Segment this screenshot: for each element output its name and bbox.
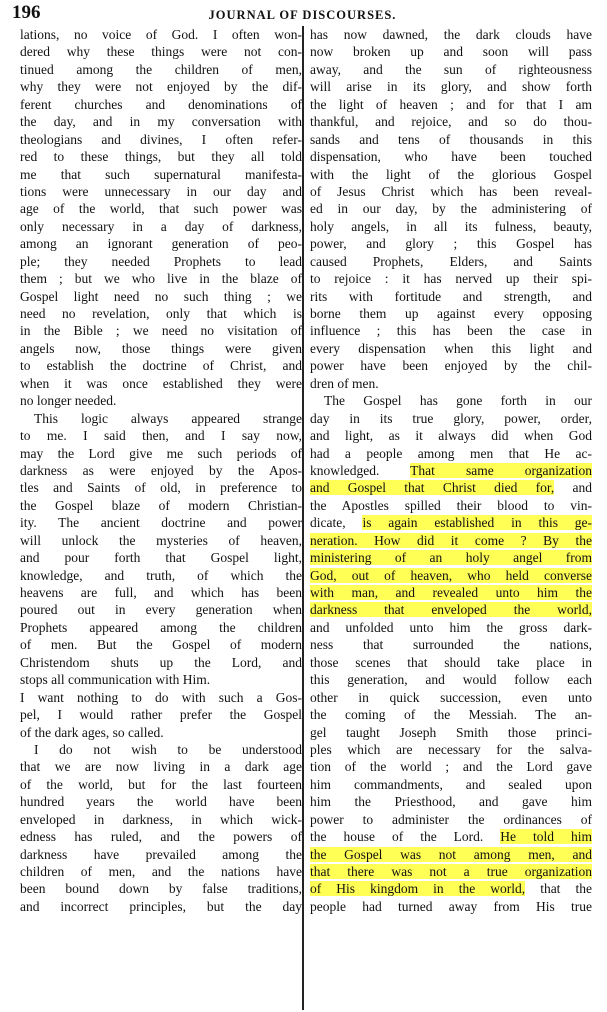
highlighted-text: with man, and revealed unto him the (310, 585, 592, 600)
text-line (20, 61, 302, 78)
text-segment: dren of men. (310, 375, 379, 391)
text-segment: may the Lord give me such periods of (20, 445, 302, 461)
text-line (310, 828, 592, 845)
text-line (310, 880, 592, 897)
text-segment: poured out in every generation when (20, 602, 302, 618)
text-line (310, 427, 592, 444)
highlighted-text: of His kingdom in the world, (310, 881, 526, 897)
text-line (310, 270, 592, 287)
text-line (310, 43, 592, 60)
text-line (310, 462, 592, 479)
text-segment: of men. But the Gospel of modern (20, 637, 302, 653)
left-column (20, 26, 302, 915)
highlighted-text: and Gospel that Christ died for, (310, 480, 555, 496)
text-line (20, 410, 302, 427)
text-line (310, 601, 592, 618)
text-line (20, 741, 302, 758)
text-line (20, 270, 302, 287)
text-line (20, 131, 302, 148)
text-line (20, 793, 302, 810)
text-line (310, 532, 592, 549)
text-segment: ed in our day, by the administering of (310, 201, 592, 217)
text-line (20, 584, 302, 601)
text-line (20, 148, 302, 165)
text-segment: me that such supernatural manifesta- (20, 166, 302, 182)
text-segment: tinued among the children of men, (20, 61, 302, 77)
text-line (20, 567, 302, 584)
text-segment: has now dawned, the dark clouds have (310, 27, 592, 42)
text-line (20, 689, 302, 706)
text-segment: children of men, and the nations have (20, 864, 302, 879)
text-segment: lations, no voice of God. I often won- (20, 27, 302, 42)
text-segment: stops all communication with Him. (20, 672, 211, 688)
text-segment: heavens are full, and which has been (20, 585, 302, 600)
text-segment: power have been enjoyed by the chil- (310, 358, 592, 374)
text-line (20, 898, 302, 915)
text-segment: will arise in its glory, and show forth (310, 79, 592, 95)
text-segment: knowledge, and truth, of which the (20, 567, 302, 583)
text-line (20, 392, 302, 409)
text-segment: ness that surrounded the nations, (310, 637, 592, 653)
text-line (20, 375, 302, 392)
text-line (20, 811, 302, 828)
text-line (20, 654, 302, 671)
highlighted-text: darkness that enveloped the world, (310, 602, 592, 618)
text-segment: caused Prophets, Elders, and Saints (310, 253, 592, 269)
text-segment: darkness have prevailed among the (20, 846, 302, 862)
text-segment: when it was once established they were (20, 375, 302, 391)
text-segment: those scenes that should take place in (310, 654, 592, 670)
text-segment: tions were unnecessary in our day and (20, 183, 302, 199)
highlighted-text: ministering of an holy angel from (310, 550, 592, 566)
column-divider (302, 26, 304, 1010)
text-line (310, 671, 592, 688)
text-line (310, 218, 592, 235)
text-segment: of the dark ages, so called. (20, 724, 164, 740)
text-line (20, 357, 302, 374)
text-line (20, 479, 302, 496)
text-line (20, 724, 302, 741)
text-line (20, 462, 302, 479)
text-line (20, 514, 302, 531)
text-segment: that the (525, 881, 592, 897)
text-segment: ples which are necessary for the salva- (310, 741, 592, 757)
text-line (310, 724, 592, 741)
text-line (310, 549, 592, 566)
text-line (20, 549, 302, 566)
text-segment: in the Bible ; we need no visitation of (20, 323, 302, 339)
text-segment: and (554, 480, 592, 496)
text-segment: had a people among men that He ac- (310, 445, 592, 461)
text-line (20, 96, 302, 113)
text-line (20, 305, 302, 322)
text-line (20, 828, 302, 845)
text-segment: the light of heaven ; and for that I am (310, 96, 592, 112)
text-segment: Gospel light need no such thing ; we (20, 288, 302, 304)
text-segment: I do not wish to be understood (34, 741, 302, 757)
text-line (310, 375, 592, 392)
text-segment: away, and the sun of righteousness (310, 61, 592, 77)
text-line (310, 863, 592, 880)
text-line (310, 898, 592, 915)
text-line (310, 200, 592, 217)
text-segment: The Gospel has gone forth in our (324, 393, 592, 409)
text-line (310, 584, 592, 601)
text-segment: this generation, and would follow each (310, 672, 592, 688)
text-segment: every dispensation when this light and (310, 340, 592, 356)
text-line (310, 322, 592, 339)
text-segment: edness has ruled, and the powers of (20, 829, 302, 845)
highlighted-text: that there was not a true organization (310, 864, 592, 879)
text-line (20, 78, 302, 95)
text-line (310, 410, 592, 427)
text-line (310, 357, 592, 374)
highlighted-text: He told him (500, 829, 592, 845)
text-line (310, 183, 592, 200)
text-line (310, 479, 592, 496)
text-segment: the coming of the Messiah. The an- (310, 707, 592, 723)
text-segment: holy angels, in all its fulness, beauty, (310, 218, 592, 234)
text-line (20, 288, 302, 305)
text-line (20, 113, 302, 130)
highlighted-text: neration. How did it come ? By the (310, 532, 592, 548)
text-line (310, 340, 592, 357)
text-segment: to establish the doctrine of Christ, and (20, 358, 302, 374)
text-line (20, 497, 302, 514)
page-number: 196 (12, 2, 41, 23)
text-segment: and unfolded unto him the gross dark- (310, 619, 592, 635)
text-segment: Prophets appeared among the children (20, 619, 302, 635)
text-segment: now broken up and soon will pass (310, 44, 592, 60)
text-line (310, 497, 592, 514)
text-segment: enveloped in darkness, in which wick- (20, 811, 302, 827)
text-line (310, 392, 592, 409)
text-line (310, 706, 592, 723)
text-line (310, 811, 592, 828)
text-line (20, 601, 302, 618)
text-line (20, 427, 302, 444)
text-line (310, 166, 592, 183)
text-segment: no longer needed. (20, 393, 117, 409)
text-segment: gel taught Joseph Smith those princi- (310, 724, 592, 740)
text-segment: hundred years the world have been (20, 794, 302, 810)
text-segment: of the world, but for the last fourteen (20, 776, 302, 792)
text-line (20, 671, 302, 688)
text-segment: dered why these things were not con- (20, 44, 302, 60)
text-line (310, 131, 592, 148)
text-segment: red to these things, but they all told (20, 149, 302, 165)
text-segment: them ; but we who live in the blaze of (20, 271, 302, 287)
text-segment: and pour forth that Gospel light, (20, 550, 302, 566)
text-line (310, 305, 592, 322)
text-line (310, 253, 592, 270)
text-segment: This logic always appeared strange (34, 410, 302, 426)
text-line (20, 846, 302, 863)
text-line (20, 619, 302, 636)
text-segment: to rejoice : it has nerved up their spi- (310, 271, 592, 287)
text-segment: influence ; this has been the case in (310, 323, 592, 339)
text-segment: him the Priesthood, and gave him (310, 794, 592, 810)
highlighted-text: is again established in this ge- (362, 515, 592, 531)
text-segment: age of the world, that such power was (20, 201, 302, 217)
text-line (310, 636, 592, 653)
text-line (310, 758, 592, 775)
text-segment: and incorrect principles, but the day (20, 898, 302, 914)
text-segment: only necessary in a day of darkness, (20, 218, 302, 234)
text-segment: ity. The ancient doctrine and power (20, 515, 302, 531)
text-line (20, 880, 302, 897)
text-segment: dispensation, who have been touched (310, 149, 592, 165)
text-segment: sands and tens of thousands in this (310, 131, 592, 147)
text-segment: to me. I said then, and I say now, (20, 428, 302, 444)
text-line (20, 200, 302, 217)
text-line (310, 654, 592, 671)
text-segment: that we are now living in a dark age (20, 759, 302, 775)
text-segment: day in its true glory, power, order, (310, 410, 592, 426)
text-segment: theologians and divines, I often refer- (20, 131, 302, 147)
text-segment: the Apostles spilled their blood to vin- (310, 497, 592, 513)
text-line (20, 532, 302, 549)
right-column (310, 26, 592, 915)
text-segment: tles and Saints of old, in preference to (20, 480, 302, 496)
text-segment: thankful, and rejoice, and so do thou- (310, 114, 592, 130)
text-line (310, 26, 592, 43)
text-segment: I want nothing to do with such a Gos- (20, 689, 302, 705)
text-segment: ple; they needed Prophets to lead (20, 253, 302, 269)
running-title: JOURNAL OF DISCOURSES. (208, 8, 397, 22)
text-segment: pel, I would rather prefer the Gospel (20, 707, 302, 723)
text-segment: the Gospel blaze of modern Christian- (20, 497, 302, 513)
text-line (310, 445, 592, 462)
text-segment: power to administer the ordinances of (310, 811, 592, 827)
text-segment: of Jesus Christ which has been reveal- (310, 183, 592, 199)
text-line (310, 846, 592, 863)
text-line (20, 253, 302, 270)
text-line (310, 776, 592, 793)
text-segment: other in quick succession, even unto (310, 689, 592, 705)
text-segment: Christendom shuts up the Lord, and (20, 654, 302, 670)
text-line (20, 235, 302, 252)
text-segment: dicate, (310, 515, 363, 531)
text-line (20, 758, 302, 775)
text-line (310, 148, 592, 165)
text-segment: need no revelation, only that which is (20, 306, 302, 321)
text-segment: among an ignorant generation of peo- (20, 236, 302, 252)
text-line (310, 689, 592, 706)
highlighted-text: God, out of heaven, who held converse (310, 567, 592, 583)
text-line (20, 183, 302, 200)
text-line (310, 514, 592, 531)
text-line (310, 235, 592, 252)
text-line (310, 288, 592, 305)
text-line (20, 706, 302, 723)
text-line (20, 776, 302, 793)
text-segment: darkness as were enjoyed by the Apos- (20, 462, 302, 478)
text-segment: the day, and in my conversation with (20, 114, 302, 130)
text-segment: been bound down by false traditions, (20, 881, 302, 897)
text-line (310, 113, 592, 130)
text-line (20, 26, 302, 43)
text-segment: why they were not enjoyed by the dif- (20, 79, 302, 95)
text-segment: rits with fortitude and strength, and (310, 288, 592, 304)
text-segment: the house of the Lord. (310, 829, 501, 845)
text-segment: people had turned away from His true (310, 898, 592, 914)
text-segment: him commandments, and sealed upon (310, 776, 592, 792)
text-segment: borne them up against every opposing (310, 306, 592, 321)
text-line (20, 863, 302, 880)
text-segment: will unlock the mysteries of heaven, (20, 532, 302, 548)
text-line (20, 445, 302, 462)
text-line (310, 619, 592, 636)
text-line (20, 636, 302, 653)
text-line (310, 96, 592, 113)
text-line (20, 43, 302, 60)
text-line (20, 166, 302, 183)
text-segment: knowledged. (310, 462, 411, 478)
text-line (20, 340, 302, 357)
text-segment: with the light of the glorious Gospel (310, 166, 592, 182)
highlighted-text: the Gospel was not among men, and (310, 846, 592, 862)
text-line (20, 218, 302, 235)
text-segment: power, and glory ; this Gospel has (310, 236, 592, 252)
text-segment: ferent churches and denominations of (20, 96, 302, 112)
text-line (310, 567, 592, 584)
text-line (310, 741, 592, 758)
text-line (310, 61, 592, 78)
text-segment: tion of the world ; and the Lord gave (310, 759, 592, 775)
text-line (20, 322, 302, 339)
text-segment: angels now, those things were given (20, 340, 302, 356)
text-segment: and light, as it always did when God (310, 428, 592, 444)
text-line (310, 793, 592, 810)
text-line (310, 78, 592, 95)
highlighted-text: That same organization (410, 462, 592, 478)
page-header (10, 2, 595, 24)
